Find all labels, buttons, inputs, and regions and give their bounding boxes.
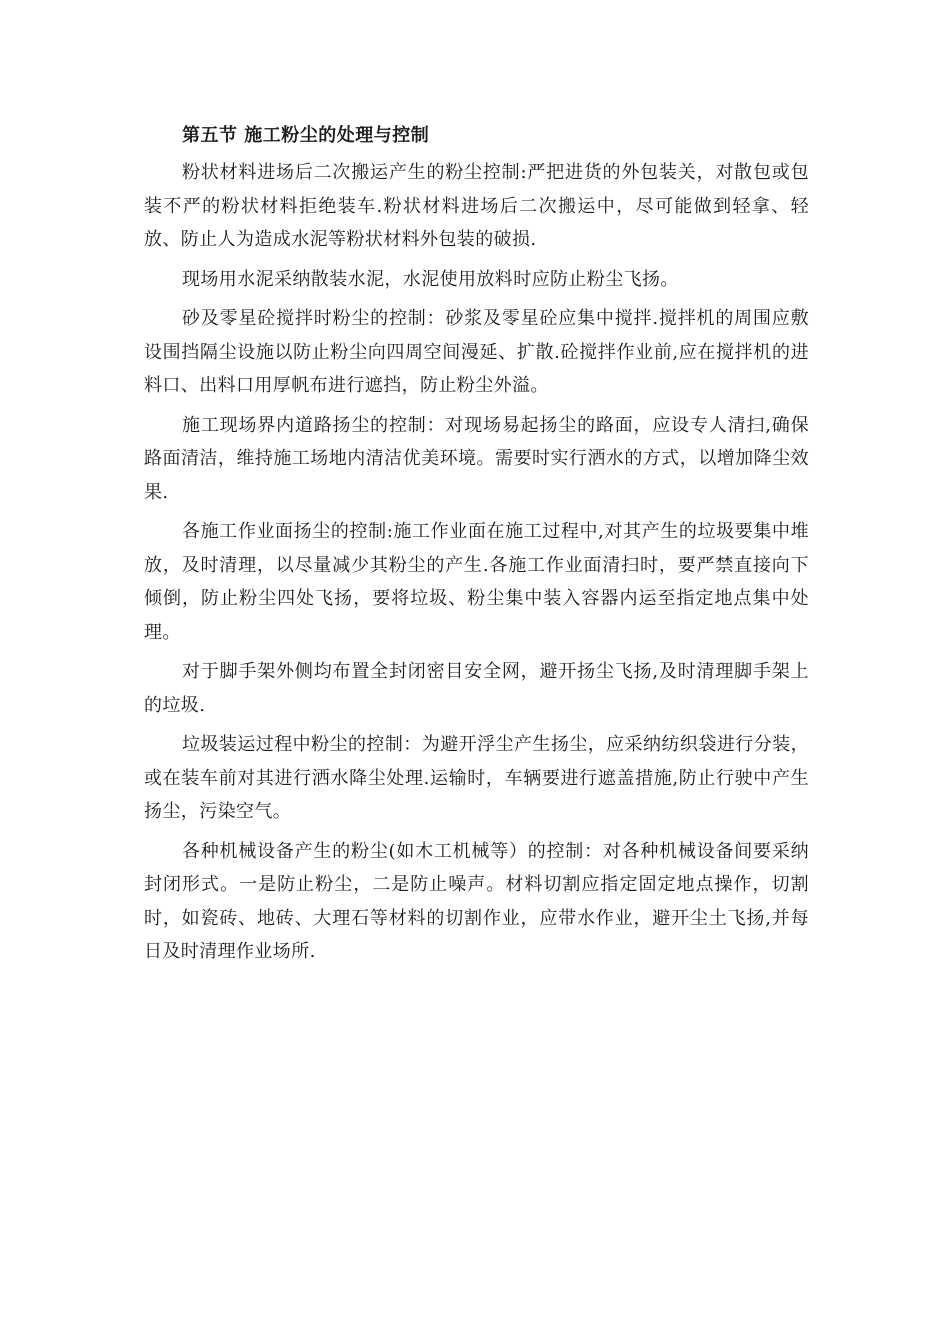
paragraph-powder-transport: 粉状材料进场后二次搬运产生的粉尘控制:严把进货的外包装关，对散包或包装不严的粉状材料拒绝装车.粉状材料进场后二次搬运中，尽可能做到轻拿、轻放、防止人为造成水泥等粉状材料外包装的破损. bbox=[144, 162, 809, 250]
paragraph-scaffold-net: 对于脚手架外侧均布置全封闭密目安全网，避开扬尘飞扬,及时清理脚手架上的垃圾. bbox=[144, 661, 809, 716]
paragraph-mixing-dust: 砂及零星砼搅拌时粉尘的控制：砂浆及零星砼应集中搅拌.搅拌机的周围应敷设围挡隔尘设施以防止粉尘向四周空间漫延、扩散.砼搅拌作业前,应在搅拌机的进料口、出料口用厚帆布进行遮挡，防止粉尘外溢。 bbox=[144, 308, 809, 396]
paragraph-waste-transport: 垃圾装运过程中粉尘的控制：为避开浮尘产生扬尘，应采纳纺织袋进行分装，或在装车前对其进行洒水降尘处理.运输时，车辆要进行遮盖措施,防止行驶中产生扬尘，污染空气。 bbox=[144, 734, 809, 822]
paragraph-machinery-dust: 各种机械设备产生的粉尘(如木工机械等）的控制：对各种机械设备间要采纳封闭形式。一是防止粉尘，二是防止噪声。材料切割应指定固定地点操作，切割时，如瓷砖、地砖、大理石等材料的切割作业，应带水作业，避开尘土飞扬,并每日及时清理作业场所. bbox=[144, 840, 809, 962]
document-body bbox=[144, 122, 809, 975]
paragraph-work-surface-dust: 各施工作业面扬尘的控制:施工作业面在施工过程中,对其产生的垃圾要集中堆放，及时清理，以尽量减少其粉尘的产生.各施工作业面清扫时，要严禁直接向下倾倒，防止粉尘四处飞扬，要将垃圾、粉尘集中装入容器内运至指定地点集中处理。 bbox=[144, 521, 809, 643]
section-title: 第五节 施工粉尘的处理与控制 bbox=[182, 125, 430, 146]
paragraph-road-dust: 施工现场界内道路扬尘的控制：对现场易起扬尘的路面，应设专人清扫,确保路面清洁，维持施工场地内清洁优美环境。需要时实行洒水的方式，以增加降尘效果. bbox=[144, 414, 809, 503]
paragraph-bulk-cement: 现场用水泥采纳散装水泥，水泥使用放料时应防止粉尘飞扬。 bbox=[182, 268, 679, 290]
